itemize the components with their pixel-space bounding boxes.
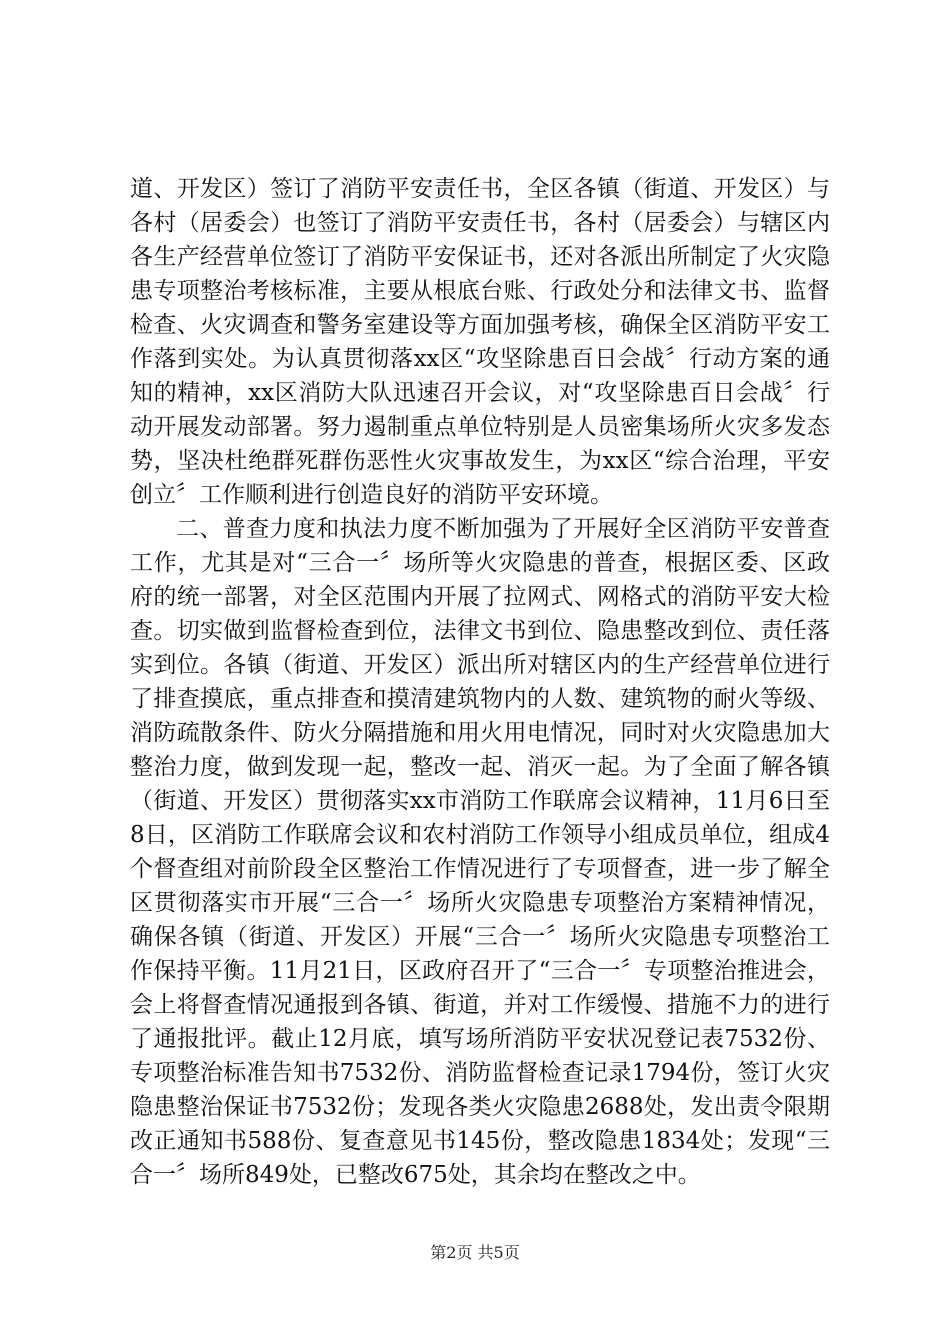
paragraph-1: 道、开发区）签订了消防平安责任书，全区各镇（街道、开发区）与各村（居委会）也签订了消防平安责任书，各村（居委会）与辖区内各生产经营单位签订了消防平安保证书，还对各派出所制定了火灾隐患专项整治考核标准，主要从根底台账、行政处分和法律文书、监督检查、火灾调查和警务室建设等方面加强考核，确保全区消防平安工作落到实处。为认真贯彻落xx区“攻坚除患百日会战〞行动方案的通知的精神，xx区消防大队迅速召开会议，对“攻坚除患百日会战〞行动开展发动部署。努力遏制重点单位特别是人员密集场所火灾多发态势，坚决杜绝群死群伤恶性火灾事故发生，为xx区“综合治理，平安创立〞工作顺利进行创造良好的消防平安环境。 [130, 176, 830, 508]
document-body [130, 172, 830, 1192]
page-number-footer: 第2页 共5页 [430, 1243, 520, 1262]
paragraph-2: 二、普查力度和执法力度不断加强为了开展好全区消防平安普查工作，尤其是对“三合一〞场所等火灾隐患的普查，根据区委、区政府的统一部署，对全区范围内开展了拉网式、网格式的消防平安大检查。切实做到监督检查到位，法律文书到位、隐患整改到位、责任落实到位。各镇（街道、开发区）派出所对辖区内的生产经营单位进行了排查摸底，重点排查和摸清建筑物内的人数、建筑物的耐火等级、消防疏散条件、防火分隔措施和用火用电情况，同时对火灾隐患加大整治力度，做到发现一起，整改一起、消灭一起。为了全面了解各镇（街道、开发区）贯彻落实xx市消防工作联席会议精神，11月6日至8日，区消防工作联席会议和农村消防工作领导小组成员单位，组成4个督查组对前阶段全区整治工作情况进行了专项督查，进一步了解全区贯彻落实市开展“三合一〞场所火灾隐患专项整治方案精神情况，确保各镇（街道、开发区）开展“三合一〞场所火灾隐患专项整治工作保持平衡。11月21日，区政府召开了“三合一〞专项整治推进会，会上将督查情况通报到各镇、街道，并对工作缓慢、措施不力的进行了通报批评。截止12月底，填写场所消防平安状况登记表7532份、专项整治标准告知书7532份、消防监督检查记录1794份，签订火灾隐患整治保证书7532份；发现各类火灾隐患2688处，发出责令限期改正通知书588份、复查意见书145份，整改隐患1834处；发现“三合一〞场所849处，已整改675处，其余均在整改之中。 [130, 516, 830, 1188]
